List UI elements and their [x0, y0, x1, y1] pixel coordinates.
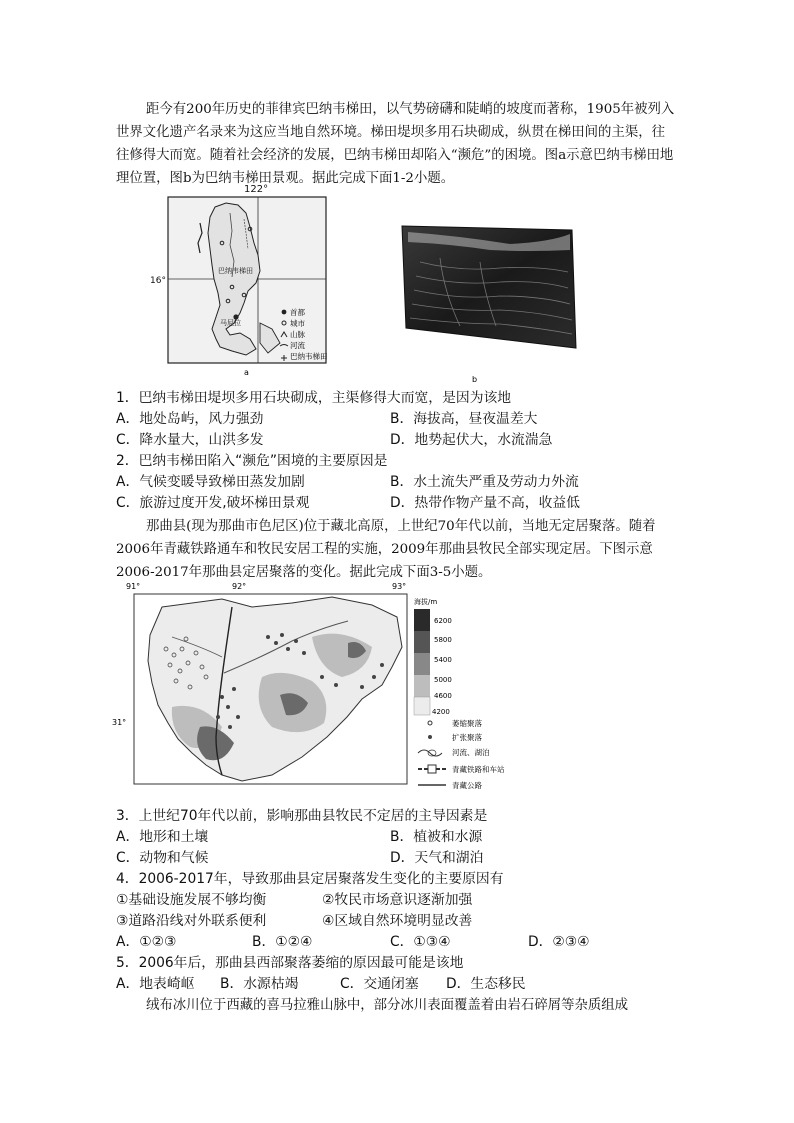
legend-capital: 首都: [290, 308, 305, 317]
q4-statement-4: ④区域自然环境明显改善: [322, 913, 473, 929]
q4-option-d[interactable]: D．②③④: [528, 934, 590, 950]
map-a-city-label: 马尼拉: [220, 319, 241, 327]
map-a-latitude-label: 16°: [150, 276, 166, 286]
q1-option-b[interactable]: B．海拔高，昼夜温差大: [390, 411, 538, 427]
legend-terrace: 巴纳韦梯田: [290, 352, 328, 361]
legend-railway-station: 青藏铁路和车站: [452, 765, 505, 774]
legend-shrinking-settlement: 萎缩聚落: [452, 719, 482, 728]
q3-option-c[interactable]: C．动物和气候: [116, 850, 209, 866]
q4-option-c[interactable]: C．①③④: [390, 934, 451, 950]
legend-river: 河流: [290, 341, 305, 350]
passage-rongbuk: 绒布冰川位于西藏的喜马拉雅山脉中，部分冰川表面覆盖着由岩石碎屑等杂质组成: [146, 998, 629, 1013]
elevation-tick-4200: 4200: [432, 708, 450, 716]
q1-stem: 1．巴纳韦梯田堤坝多用石块砌成，主渠修得大而宽，是因为该地: [116, 390, 512, 406]
legend-highway: 青藏公路: [452, 781, 482, 790]
q1-option-a[interactable]: A．地处岛屿，风力强劲: [116, 411, 264, 427]
map-naqu-legend: [418, 718, 505, 790]
map-a-banaue-label: 巴纳韦梯田: [218, 267, 253, 275]
q4-statement-3: ③道路沿线对外联系便利: [116, 913, 267, 929]
q2-option-c[interactable]: C．旅游过度开发,破坏梯田景观: [116, 495, 310, 511]
q4-statement-1: ①基础设施发展不够均衡: [116, 892, 267, 908]
photo-b-caption: b: [472, 375, 478, 384]
q2-option-a[interactable]: A．气候变暖导致梯田蒸发加剧: [116, 474, 305, 490]
q4-option-b[interactable]: B．①②④: [252, 934, 313, 950]
q2-option-b[interactable]: B．水土流失严重及劳动力外流: [390, 474, 579, 490]
q5-option-c[interactable]: C．交通闭塞: [340, 976, 419, 992]
elevation-tick-6200: 6200: [434, 617, 452, 625]
q1-option-c[interactable]: C．降水量大，山洪多发: [116, 432, 264, 448]
legend-river-lake: 河流、湖泊: [452, 748, 490, 757]
q2-option-d[interactable]: D．热带作物产量不高，收益低: [390, 495, 580, 511]
map-a-caption: a: [244, 368, 249, 377]
q5-stem: 5．2006年后，那曲县西部聚落萎缩的原因最可能是该地: [116, 955, 464, 971]
legend-expanding-settlement: 扩张聚落: [452, 733, 482, 742]
q4-stem: 4．2006-2017年，导致那曲县定居聚落发生变化的主要原因有: [116, 871, 504, 887]
legend-mountain: 山脉: [290, 330, 305, 339]
map-a-longitude-label: 122°: [244, 184, 269, 195]
map-naqu-settlements: [112, 577, 532, 802]
q4-option-a[interactable]: A．①②③: [116, 934, 177, 950]
legend-city: 城市: [290, 319, 305, 328]
q5-option-d[interactable]: D．生态移民: [446, 976, 526, 992]
elevation-tick-5000: 5000: [434, 676, 452, 684]
q3-option-d[interactable]: D．天气和湖泊: [390, 850, 484, 866]
q3-option-a[interactable]: A．地形和土壤: [116, 829, 209, 845]
photo-b-terrace-landscape: [400, 222, 580, 387]
map-a-banaue-location: [150, 183, 335, 378]
elevation-tick-5400: 5400: [434, 656, 452, 664]
q5-option-b[interactable]: B．水源枯竭: [220, 976, 299, 992]
elevation-legend: [414, 597, 452, 716]
elevation-legend-title: 海拔/m: [414, 598, 438, 606]
q3-stem: 3．上世纪70年代以前，影响那曲县牧民不定居的主导因素是: [116, 808, 488, 824]
passage-banaue: 距今有200年历史的菲律宾巴纳韦梯田，以气势磅礴和陡峭的坡度而著称，1905年被列入世界文化遗产名录来为这应当地自然环境。梯田堤坝多用石块砌成，纵贯在梯田间的主渠，往往修得大而宽。随着社会经济的发展，巴纳韦梯田却陷入“濒危”的困境。图a示意巴纳韦梯田地理位置，图b为巴纳韦梯田景观。据此完成下面1-2小题。: [116, 102, 675, 186]
map-naqu-lat-31: 31°: [112, 718, 127, 727]
elevation-tick-5800: 5800: [434, 636, 452, 644]
map-naqu-lon-92: 92°: [232, 582, 247, 591]
map-naqu-lon-93: 93°: [392, 582, 407, 591]
q4-statement-2: ②牧民市场意识逐渐加强: [322, 892, 473, 908]
elevation-tick-4600: 4600: [434, 692, 452, 700]
q3-option-b[interactable]: B．植被和水源: [390, 829, 483, 845]
q1-option-d[interactable]: D．地势起伏大，水流湍急: [390, 432, 553, 448]
q5-option-a[interactable]: A．地表崎岖: [116, 976, 195, 992]
map-naqu-lon-91: 91°: [126, 582, 141, 591]
q2-stem: 2．巴纳韦梯田陷入“濒危”困境的主要原因是: [116, 453, 388, 469]
passage-naqu: 那曲县(现为那曲市色尼区)位于藏北高原，上世纪70年代以前，当地无定居聚落。随着2006年青藏铁路通车和牧民安居工程的实施，2009年那曲县牧民全部实现定居。下图示意2006-2017年那曲县定居聚落的变化。据此完成下面3-5小题。: [116, 519, 656, 580]
